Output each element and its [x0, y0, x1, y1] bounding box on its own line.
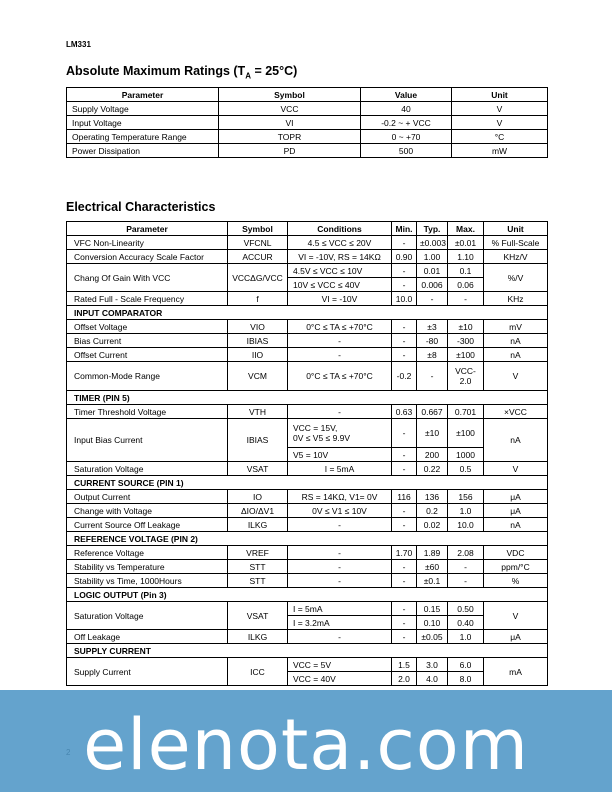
- table-cell: -: [392, 616, 417, 630]
- section-row: [67, 532, 548, 546]
- col-header: Max.: [448, 222, 484, 236]
- table-row: [67, 292, 548, 306]
- table-cell: 0°C ≤ TA ≤ +70°C: [288, 362, 392, 391]
- table-cell: -: [392, 462, 417, 476]
- table-cell: 1.89: [417, 546, 448, 560]
- table-cell: 4.0: [417, 672, 448, 686]
- table-cell: -: [288, 630, 392, 644]
- table-cell: mA: [484, 658, 548, 686]
- table-cell: -: [448, 574, 484, 588]
- col-header: Symbol: [219, 88, 361, 102]
- table-cell: I = 5mA: [288, 602, 392, 616]
- table-cell: nA: [484, 419, 548, 462]
- table-cell: TOPR: [219, 130, 361, 144]
- table-cell: VSAT: [228, 462, 288, 476]
- table-cell: 0.06: [448, 278, 484, 292]
- table-cell: Common-Mode Range: [67, 362, 228, 391]
- table-cell: 0.01: [417, 264, 448, 278]
- table-cell: 0.02: [417, 518, 448, 532]
- table-cell: 6.0: [448, 658, 484, 672]
- section-row: [67, 588, 548, 602]
- table-cell: Supply Voltage: [67, 102, 219, 116]
- table-cell: Power Dissipation: [67, 144, 219, 158]
- table-cell: -: [417, 362, 448, 391]
- table-cell: RS = 14KΩ, V1= 0V: [288, 490, 392, 504]
- table-cell: ILKG: [228, 518, 288, 532]
- table-cell: CURRENT SOURCE (PIN 1): [67, 476, 548, 490]
- table-cell: Change with Voltage: [67, 504, 228, 518]
- table-cell: STT: [228, 560, 288, 574]
- table-cell: V: [484, 462, 548, 476]
- table-cell: 1.00: [417, 250, 448, 264]
- table-cell: -0.2: [392, 362, 417, 391]
- table-row: [67, 334, 548, 348]
- table-cell: Off Leakage: [67, 630, 228, 644]
- col-header: Typ.: [417, 222, 448, 236]
- table-cell: VCM: [228, 362, 288, 391]
- table-cell: ±0.05: [417, 630, 448, 644]
- table-cell: ±10: [417, 419, 448, 448]
- table-cell: ±100: [448, 348, 484, 362]
- table-cell: ppm/°C: [484, 560, 548, 574]
- col-header: Conditions: [288, 222, 392, 236]
- table-cell: Supply Current: [67, 658, 228, 686]
- table-cell: 1.0: [448, 504, 484, 518]
- table-cell: VFC Non-Linearity: [67, 236, 228, 250]
- table-row: [67, 130, 548, 144]
- table-cell: -: [288, 518, 392, 532]
- table-cell: Conversion Accuracy Scale Factor: [67, 250, 228, 264]
- table-cell: 3.0: [417, 658, 448, 672]
- table-cell: I = 3.2mA: [288, 616, 392, 630]
- table-cell: ±0.01: [448, 236, 484, 250]
- section-row: [67, 391, 548, 405]
- table-cell: VDC: [484, 546, 548, 560]
- table-cell: -: [288, 405, 392, 419]
- table-cell: IIO: [228, 348, 288, 362]
- table-cell: VCC- 2.0: [448, 362, 484, 391]
- table-cell: STT: [228, 574, 288, 588]
- abs-max-header-row: [67, 88, 548, 102]
- table-cell: 0.1: [448, 264, 484, 278]
- table-row: [67, 102, 548, 116]
- table-row: [67, 419, 548, 448]
- table-cell: 0V ≤ V1 ≤ 10V: [288, 504, 392, 518]
- table-cell: Operating Temperature Range: [67, 130, 219, 144]
- table-cell: 1.5: [392, 658, 417, 672]
- table-cell: INPUT COMPARATOR: [67, 306, 548, 320]
- table-cell: V: [484, 362, 548, 391]
- table-cell: ±3: [417, 320, 448, 334]
- table-cell: 0.006: [417, 278, 448, 292]
- section-row: [67, 476, 548, 490]
- table-row: [67, 504, 548, 518]
- table-cell: 0.5: [448, 462, 484, 476]
- table-cell: 0.10: [417, 616, 448, 630]
- table-cell: Bias Current: [67, 334, 228, 348]
- table-cell: -: [392, 602, 417, 616]
- table-cell: Input Voltage: [67, 116, 219, 130]
- table-cell: -: [392, 504, 417, 518]
- table-cell: 1.70: [392, 546, 417, 560]
- table-cell: VTH: [228, 405, 288, 419]
- table-cell: VI: [219, 116, 361, 130]
- table-cell: 500: [361, 144, 452, 158]
- table-cell: 136: [417, 490, 448, 504]
- table-cell: 1.0: [448, 630, 484, 644]
- table-cell: -80: [417, 334, 448, 348]
- table-cell: nA: [484, 348, 548, 362]
- table-row: [67, 236, 548, 250]
- table-cell: 4.5 ≤ VCC ≤ 20V: [288, 236, 392, 250]
- table-cell: Saturation Voltage: [67, 462, 228, 476]
- table-row: [67, 348, 548, 362]
- table-cell: -300: [448, 334, 484, 348]
- table-cell: VSAT: [228, 602, 288, 630]
- table-cell: f: [228, 292, 288, 306]
- col-header: Value: [361, 88, 452, 102]
- table-cell: ±100: [448, 419, 484, 448]
- watermark-text: elenota.com: [83, 704, 529, 786]
- table-cell: Rated Full - Scale Frequency: [67, 292, 228, 306]
- table-cell: ±10: [448, 320, 484, 334]
- table-cell: 0.40: [448, 616, 484, 630]
- table-cell: ±60: [417, 560, 448, 574]
- table-cell: Saturation Voltage: [67, 602, 228, 630]
- abs-max-table: [66, 87, 548, 158]
- table-cell: Chang Of Gain With VCC: [67, 264, 228, 292]
- table-cell: Output Current: [67, 490, 228, 504]
- table-cell: 40: [361, 102, 452, 116]
- table-cell: VI = -10V: [288, 292, 392, 306]
- table-cell: ACCUR: [228, 250, 288, 264]
- table-cell: 0.50: [448, 602, 484, 616]
- table-cell: I = 5mA: [288, 462, 392, 476]
- table-row: [67, 602, 548, 616]
- table-cell: ΔIO/ΔV1: [228, 504, 288, 518]
- table-cell: VCC = 5V: [288, 658, 392, 672]
- table-cell: 8.0: [448, 672, 484, 686]
- table-cell: 0.701: [448, 405, 484, 419]
- table-cell: VCC = 40V: [288, 672, 392, 686]
- table-cell: -: [392, 278, 417, 292]
- table-cell: V: [452, 102, 548, 116]
- table-cell: -: [288, 574, 392, 588]
- table-cell: VIO: [228, 320, 288, 334]
- table-cell: KHz/V: [484, 250, 548, 264]
- abs-max-title: Absolute Maximum Ratings $(T_A = 25^\circ C)$: [66, 64, 298, 81]
- table-cell: ILKG: [228, 630, 288, 644]
- table-cell: -: [392, 630, 417, 644]
- table-cell: ±8: [417, 348, 448, 362]
- table-cell: VFCNL: [228, 236, 288, 250]
- electrical-table: [66, 221, 548, 686]
- electrical-title: Electrical Characteristics: [66, 200, 216, 214]
- table-cell: 0.2: [417, 504, 448, 518]
- table-cell: 2.0: [392, 672, 417, 686]
- table-cell: 0.15: [417, 602, 448, 616]
- table-cell: IO: [228, 490, 288, 504]
- table-cell: 0 ~ +70: [361, 130, 452, 144]
- table-cell: IBIAS: [228, 334, 288, 348]
- table-cell: Offset Current: [67, 348, 228, 362]
- table-cell: μA: [484, 504, 548, 518]
- table-cell: -: [288, 334, 392, 348]
- table-row: [67, 658, 548, 672]
- table-cell: %: [484, 574, 548, 588]
- table-cell: TIMER (PIN 5): [67, 391, 548, 405]
- table-cell: 2.08: [448, 546, 484, 560]
- table-row: [67, 144, 548, 158]
- table-cell: °C: [452, 130, 548, 144]
- table-cell: mW: [452, 144, 548, 158]
- table-cell: 0.90: [392, 250, 417, 264]
- table-cell: Timer Threshold Voltage: [67, 405, 228, 419]
- table-row: [67, 630, 548, 644]
- part-number-header: LM331: [66, 40, 91, 49]
- table-cell: -: [392, 264, 417, 278]
- table-cell: PD: [219, 144, 361, 158]
- table-cell: ±0.003: [417, 236, 448, 250]
- table-cell: 4.5V ≤ VCC ≤ 10V: [288, 264, 392, 278]
- table-cell: 1.10: [448, 250, 484, 264]
- table-row: [67, 320, 548, 334]
- table-cell: V: [452, 116, 548, 130]
- table-cell: VI = -10V, RS = 14KΩ: [288, 250, 392, 264]
- table-cell: REFERENCE VOLTAGE (PIN 2): [67, 532, 548, 546]
- table-cell: μA: [484, 630, 548, 644]
- table-cell: VCC: [219, 102, 361, 116]
- table-cell: 10V ≤ VCC ≤ 40V: [288, 278, 392, 292]
- table-cell: -: [392, 448, 417, 462]
- table-cell: V: [484, 602, 548, 630]
- table-row: [67, 490, 548, 504]
- table-cell: IBIAS: [228, 419, 288, 462]
- table-cell: -: [288, 348, 392, 362]
- table-cell: nA: [484, 334, 548, 348]
- col-header: Unit: [484, 222, 548, 236]
- table-cell: Current Source Off Leakage: [67, 518, 228, 532]
- table-cell: Input Bias Current: [67, 419, 228, 462]
- col-header: Min.: [392, 222, 417, 236]
- table-cell: LOGIC OUTPUT (Pin 3): [67, 588, 548, 602]
- table-cell: -: [392, 419, 417, 448]
- table-cell: -: [392, 334, 417, 348]
- table-cell: KHz: [484, 292, 548, 306]
- table-cell: Stability vs Temperature: [67, 560, 228, 574]
- table-cell: nA: [484, 518, 548, 532]
- table-row: [67, 574, 548, 588]
- table-cell: VCCΔG/VCC: [228, 264, 288, 292]
- table-cell: 156: [448, 490, 484, 504]
- table-cell: mV: [484, 320, 548, 334]
- table-cell: SUPPLY CURRENT: [67, 644, 548, 658]
- table-cell: 0.63: [392, 405, 417, 419]
- table-cell: 0.22: [417, 462, 448, 476]
- table-cell: ±0.1: [417, 574, 448, 588]
- table-row: [67, 264, 548, 278]
- table-cell: -: [392, 348, 417, 362]
- table-cell: ×VCC: [484, 405, 548, 419]
- table-row: [67, 546, 548, 560]
- table-cell: %/V: [484, 264, 548, 292]
- section-row: [67, 306, 548, 320]
- col-header: Parameter: [67, 222, 228, 236]
- table-cell: -: [392, 560, 417, 574]
- table-cell: μA: [484, 490, 548, 504]
- col-header: Parameter: [67, 88, 219, 102]
- table-row: [67, 116, 548, 130]
- elec-header-row: [67, 222, 548, 236]
- table-cell: -: [288, 560, 392, 574]
- table-cell: V5 = 10V: [288, 448, 392, 462]
- table-cell: -: [448, 292, 484, 306]
- table-cell: Offset Voltage: [67, 320, 228, 334]
- table-cell: 10.0: [392, 292, 417, 306]
- table-row: [67, 560, 548, 574]
- table-cell: Stability vs Time, 1000Hours: [67, 574, 228, 588]
- table-row: [67, 518, 548, 532]
- table-cell: VCC = 15V, 0V ≤ V5 ≤ 9.9V: [288, 419, 392, 448]
- table-cell: Reference Voltage: [67, 546, 228, 560]
- table-cell: -: [392, 518, 417, 532]
- table-row: [67, 250, 548, 264]
- table-row: [67, 405, 548, 419]
- table-cell: 0.667: [417, 405, 448, 419]
- table-cell: % Full-Scale: [484, 236, 548, 250]
- table-cell: -: [448, 560, 484, 574]
- table-cell: 116: [392, 490, 417, 504]
- table-cell: -: [392, 320, 417, 334]
- table-row: [67, 462, 548, 476]
- table-cell: VREF: [228, 546, 288, 560]
- table-cell: -: [417, 292, 448, 306]
- table-row: [67, 362, 548, 391]
- col-header: Symbol: [228, 222, 288, 236]
- table-cell: 200: [417, 448, 448, 462]
- table-cell: -: [288, 546, 392, 560]
- table-cell: -: [392, 574, 417, 588]
- section-row: [67, 644, 548, 658]
- table-cell: -: [392, 236, 417, 250]
- table-cell: -0.2 ~ + VCC: [361, 116, 452, 130]
- table-cell: 0°C ≤ TA ≤ +70°C: [288, 320, 392, 334]
- col-header: Unit: [452, 88, 548, 102]
- table-cell: 1000: [448, 448, 484, 462]
- table-cell: ICC: [228, 658, 288, 686]
- table-cell: 10.0: [448, 518, 484, 532]
